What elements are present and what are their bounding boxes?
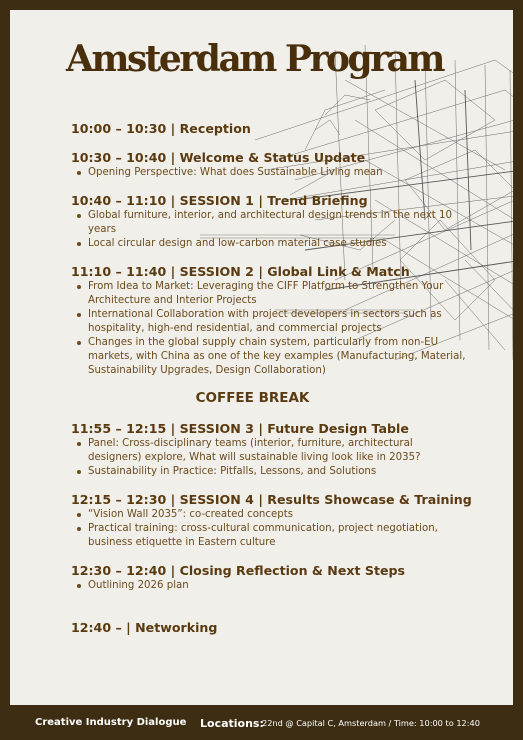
session-heading: 10:30 – 10:40 | Welcome & Status Update <box>71 150 366 165</box>
program-schedule <box>71 120 472 648</box>
session-heading: 10:40 – 11:10 | SESSION 1 | Trend Briefing <box>71 193 368 208</box>
footer-event-name: Creative Industry Dialogue <box>35 717 187 728</box>
session-block <box>71 491 472 550</box>
session-block <box>71 263 466 378</box>
session-items <box>71 437 466 479</box>
session-block <box>71 120 466 137</box>
session-block <box>71 420 466 479</box>
session-items <box>71 579 466 593</box>
session-block <box>71 619 466 636</box>
session-item: Outlining 2026 plan <box>88 579 466 593</box>
footer-bar <box>0 705 523 740</box>
session-item: Panel: Cross-disciplinary teams (interior, furniture, architectural designers) explore, What will sustainable living look like in 2035? <box>88 437 466 465</box>
session-item: Global furniture, interior, and architectural design trends in the next 10 years <box>88 209 466 237</box>
coffee-break-heading: COFFEE BREAK <box>195 390 310 406</box>
footer-location-details: 22nd @ Capital C, Amsterdam / Time: 10:00 to 12:40 <box>262 718 480 728</box>
session-item: From Idea to Market: Leveraging the CIFF Platform to Strengthen Your Architecture and Interior Projects <box>88 280 466 308</box>
session-heading: 10:00 – 10:30 | Reception <box>71 121 251 136</box>
session-item: Changes in the global supply chain system, particularly from non-EU markets, with China as one of the key examples (Manufacturing, Material, Sustainability Upgrades, Design Collaboration) <box>88 337 466 376</box>
session-item: Sustainability in Practice: Pitfalls, Lessons, and Solutions <box>88 465 466 479</box>
session-heading: 11:10 – 11:40 | SESSION 2 | Global Link & Match <box>71 264 410 279</box>
session-items <box>71 508 466 550</box>
session-items <box>71 166 466 180</box>
session-block <box>71 562 466 593</box>
program-title: Amsterdam Program <box>66 38 444 80</box>
session-items <box>71 280 466 378</box>
session-heading: 12:30 – 12:40 | Closing Reflection & Next Steps <box>71 563 406 578</box>
session-heading: 12:15 – 12:30 | SESSION 4 | Results Showcase & Training <box>71 492 472 507</box>
session-heading: 11:55 – 12:15 | SESSION 3 | Future Design Table <box>71 421 409 436</box>
session-block <box>71 192 466 251</box>
session-item: Practical training: cross-cultural communication, project negotiation, business etiquette in Eastern culture <box>88 522 466 550</box>
session-item: “Vision Wall 2035”: co-created concepts <box>88 508 466 522</box>
session-item: Opening Perspective: What does Sustainable Living mean <box>88 166 466 180</box>
session-block <box>71 149 466 180</box>
footer-locations-label: Locations: <box>200 717 264 730</box>
session-items <box>71 209 466 251</box>
session-item: International Collaboration with project developers in sectors such as hospitality, high-end residential, and commercial projects <box>88 308 466 336</box>
networking-heading: 12:40 – | Networking <box>71 620 218 635</box>
session-item: Local circular design and low-carbon material case studies <box>88 237 466 251</box>
